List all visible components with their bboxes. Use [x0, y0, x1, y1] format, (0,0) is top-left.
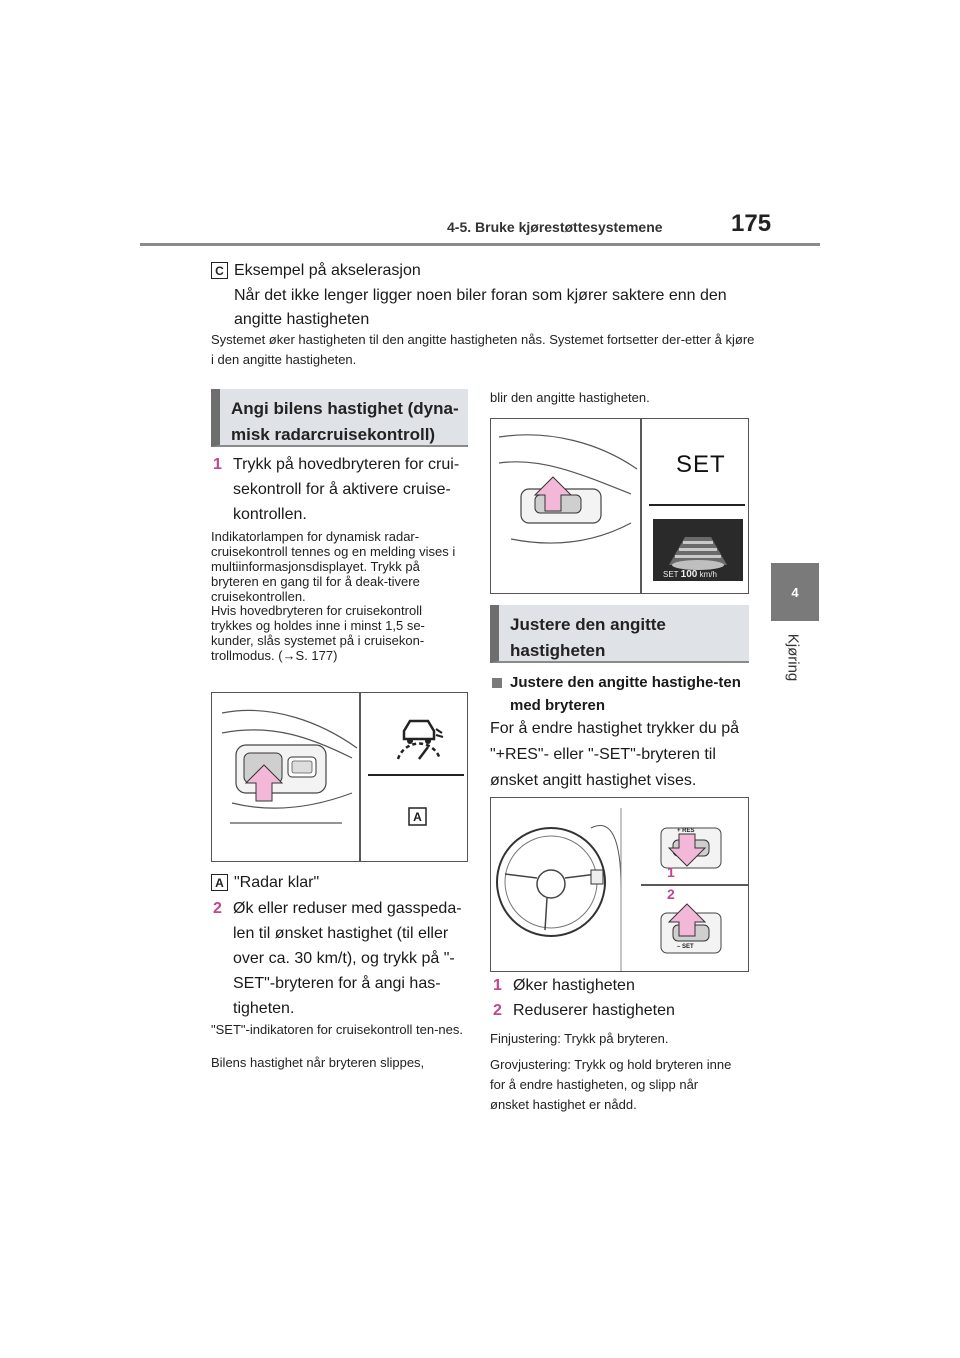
step-1	[213, 452, 473, 527]
speed-readout	[663, 569, 717, 580]
figure-label-2: 2	[667, 886, 675, 902]
marker-c: C	[211, 262, 228, 279]
figure-label-1: 1	[667, 864, 675, 880]
figure-radar-ready	[211, 692, 468, 862]
step-2-text: Øk eller reduser med gasspeda-len til ønsket hastighet (til eller over ca. 30 km/t), og trykk på "-SET"-bryteren for å angi has-tigheten.	[233, 900, 462, 1017]
set-minus-label: – SET	[677, 944, 694, 950]
chapter-number: 4	[791, 584, 799, 600]
square-bullet-icon	[492, 678, 502, 688]
section-title: 4-5. Bruke kjørestøttesystemene	[447, 219, 663, 235]
step-2	[213, 896, 473, 1021]
top-body: Når det ikke lenger ligger noen biler foran som kjører saktere enn den angitte hastigheten	[234, 287, 727, 328]
note-set-indicator: "SET"-indikatoren for cruisekontroll ten-nes.	[211, 1022, 464, 1037]
top-title: Eksempel på akselerasjon	[234, 262, 421, 279]
figure-set-indicator	[490, 418, 749, 594]
note-fine-adjust: Finjustering: Trykk på bryteren.	[490, 1031, 669, 1046]
note-indicator: Indikatorlampen for dynamisk radar-cruisekontroll tennes og en melding vises i multiinformasjonsdisplayet. Trykk på bryteren en gang til for å deak-tivere cruisekontrollen.	[211, 529, 456, 604]
item-2	[493, 998, 743, 1023]
item-2-text: Reduserer hastigheten	[513, 1002, 675, 1019]
heading-adjust-speed: Justere den angitte hastigheten	[490, 605, 749, 663]
marker-a: A	[211, 874, 228, 891]
figure-res-set-drawing	[491, 798, 749, 972]
note-hold: Hvis hovedbryteren for cruisekontroll trykkes og holdes inne i minst 1,5 se-kunder, slås systemet på i cruisekon-trollmodus. (→S. 177)	[211, 603, 425, 663]
figure-marker-a: A	[413, 809, 422, 824]
note-speed-release: Bilens hastighet når bryteren slippes,	[211, 1055, 425, 1070]
speed-unit: km/h	[699, 570, 717, 579]
item-2-number: 2	[493, 1002, 502, 1019]
radar-cruise-icon	[398, 721, 443, 759]
step-1-number: 1	[213, 456, 222, 473]
chapter-tab	[771, 563, 819, 621]
header-divider	[140, 243, 820, 246]
heading-set-speed: Angi bilens hastighet (dyna-misk radarcruisekontroll)	[211, 389, 468, 447]
speed-value: 100	[680, 569, 698, 580]
top-note: Systemet øker hastigheten til den angitte hastigheten nås. Systemet fortsetter der-etter å kjøre i den angitte hastigheten.	[211, 332, 755, 367]
step-1-text: Trykk på hovedbryteren for crui-sekontroll for å aktivere cruise-kontrollen.	[233, 456, 460, 523]
speed-prefix: SET	[663, 570, 679, 579]
adjust-body: For å endre hastighet trykker du på "+RES"- eller "-SET"-bryteren til ønsket angitt hastighet vises.	[490, 720, 740, 789]
res-label: + RES	[677, 828, 695, 834]
figure-radar-ready-drawing	[212, 693, 468, 862]
item-1	[493, 973, 743, 998]
chapter-title: Kjøring	[784, 633, 802, 681]
subheading-adjust-switch: Justere den angitte hastighe-ten med bryteren	[492, 671, 742, 717]
figure-res-set	[490, 797, 749, 972]
note-speed-cont: blir den angitte hastigheten.	[490, 390, 650, 405]
figure-set-drawing	[491, 419, 749, 594]
item-1-number: 1	[493, 977, 502, 994]
step-2-number: 2	[213, 900, 222, 917]
page-number: 175	[731, 210, 772, 237]
caption-radar-ready: "Radar klar"	[234, 874, 320, 891]
set-label: SET	[676, 451, 726, 478]
item-1-text: Øker hastigheten	[513, 977, 635, 994]
note-coarse-adjust: Grovjustering: Trykk og hold bryteren inne for å endre hastigheten, og slipp når ønsket hastighet er nådd.	[490, 1057, 732, 1112]
